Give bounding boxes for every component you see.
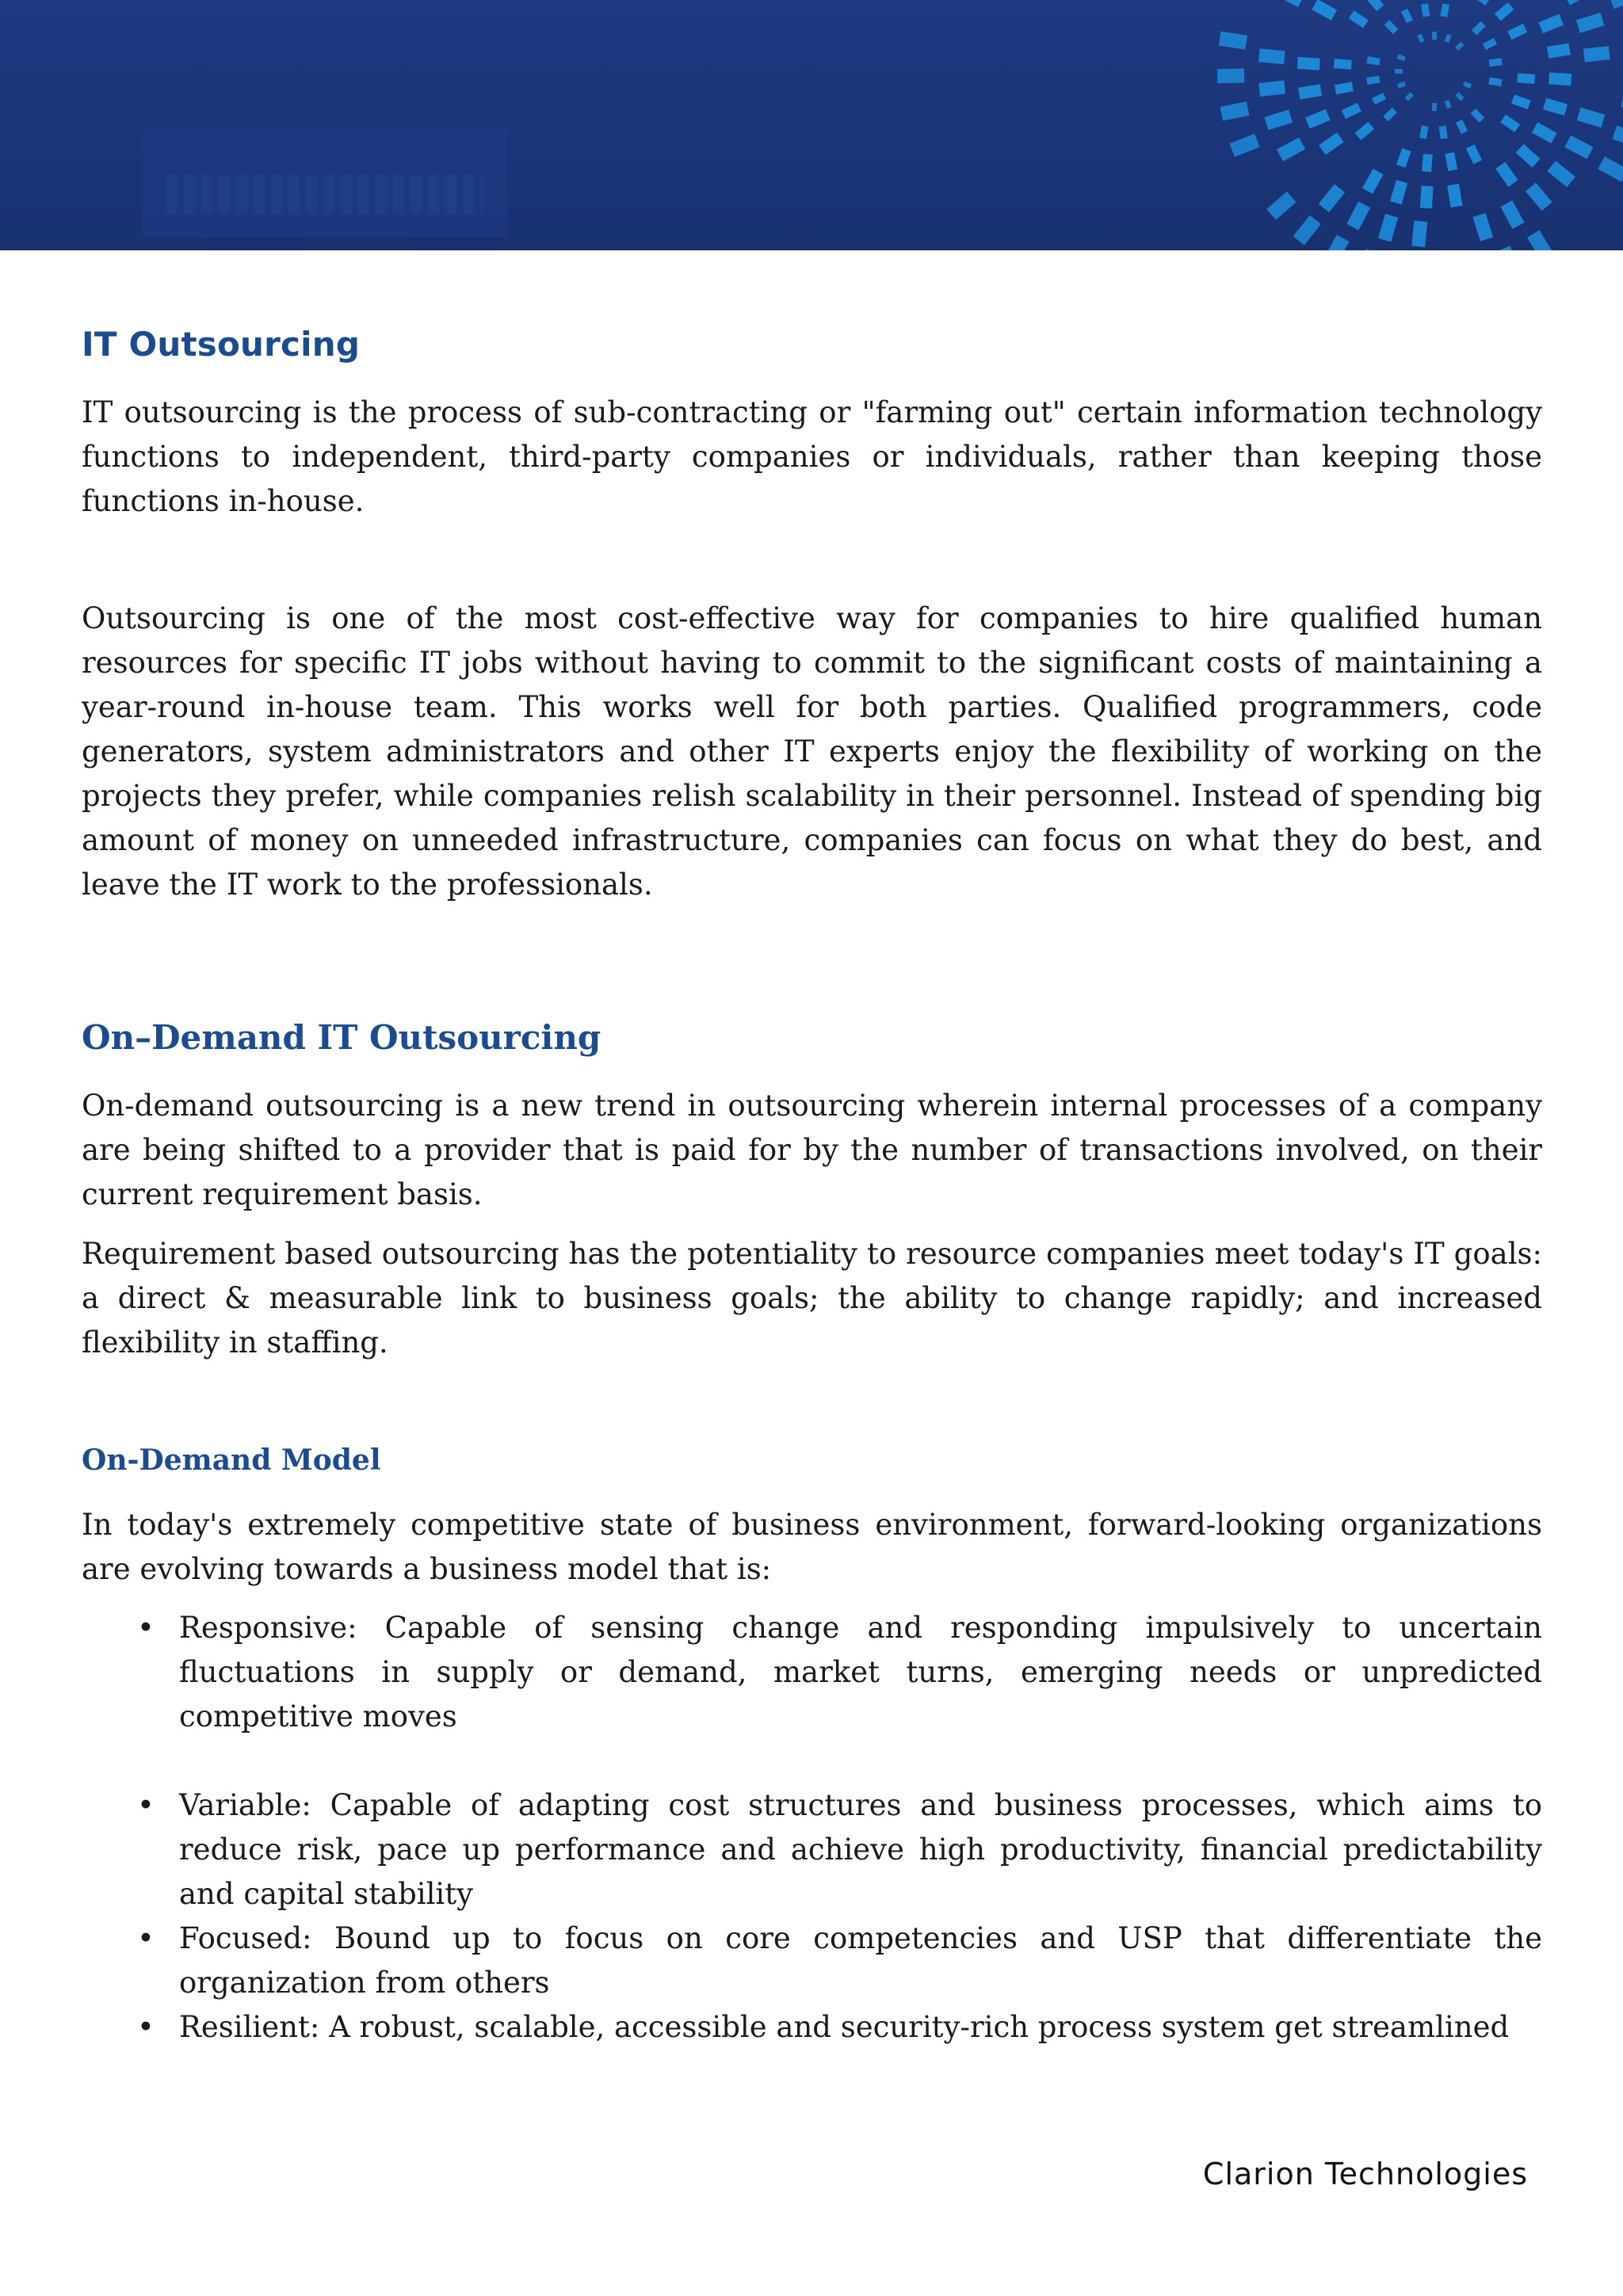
bullet-dot-icon: •	[137, 1788, 155, 1822]
subsection-title-on-demand-model: On-Demand Model	[82, 1444, 381, 1477]
burst-dash	[1419, 221, 1421, 246]
bullet-dot-icon: •	[137, 1611, 155, 1645]
burst-dash	[1507, 204, 1518, 226]
burst-dash	[1308, 115, 1328, 124]
paragraph-it-outsourcing-1: IT outsourcing is the process of sub-contracting or "farming out" certain information technology functions to independent, third-party companies or individuals, rather than keeping those functions in-house.	[82, 395, 1542, 518]
burst-dash	[1541, 20, 1561, 29]
burst-dash	[1315, 5, 1335, 16]
burst-dash	[1334, 63, 1351, 65]
burst-dash	[1419, 35, 1423, 42]
section-title-it-outsourcing: IT Outsourcing	[82, 325, 361, 364]
burst-dash	[1385, 110, 1395, 119]
burst-dash	[1449, 153, 1453, 170]
burst-dash	[1535, 128, 1555, 139]
burst-dash	[1442, 126, 1444, 139]
burst-dash	[1473, 111, 1482, 120]
list-item-text: Variable: Capable of adapting cost structures and business processes, which aims to reduce risk, pace up performance and achieve high productivity, financial predictability and capital stability	[179, 1788, 1542, 1911]
bullet-dot-icon: •	[137, 2010, 155, 2044]
burst-dash	[1457, 44, 1462, 49]
paragraph-on-demand-1: On-demand outsourcing is a new trend in outsourcing wherein internal processes of a company are being shifted to a provider that is paid for by the number of transactions involved, on their current requirement basis.	[82, 1089, 1542, 1211]
burst-dash	[1446, 35, 1449, 42]
burst-dash	[1396, 181, 1402, 203]
burst-dash	[1548, 49, 1570, 53]
burst-dash	[1426, 154, 1428, 172]
list-item	[82, 1783, 1542, 1917]
burst-dash	[1545, 104, 1566, 110]
burst-dash	[1489, 62, 1502, 63]
bullet-dot-icon: •	[137, 1921, 155, 1955]
burst-dash	[1335, 86, 1353, 90]
burst-dash	[1351, 14, 1365, 25]
burst-dash	[1423, 126, 1426, 139]
burst-dash	[1474, 24, 1484, 32]
list-item	[82, 2005, 1542, 2050]
burst-dash	[1513, 99, 1529, 105]
burst-dash	[1453, 185, 1457, 207]
burst-dash	[1484, 41, 1495, 47]
burst-dash	[1533, 234, 1548, 250]
burst-dash	[1369, 0, 1381, 8]
burst-dash	[1398, 56, 1405, 59]
burst-dash	[1549, 78, 1571, 80]
burst-dash	[1217, 75, 1244, 76]
burst-dash	[1614, 132, 1623, 141]
burst-dash	[1520, 148, 1537, 163]
burst-dash	[1330, 238, 1342, 251]
burst-dash	[1353, 204, 1365, 227]
burst-dash	[1266, 116, 1291, 124]
burst-dash	[1259, 55, 1285, 58]
header-banner	[0, 0, 1623, 250]
section-title-on-demand: On–Demand IT Outsourcing	[82, 1018, 601, 1057]
burst-dash	[1426, 186, 1427, 208]
burst-dash	[1299, 219, 1316, 241]
burst-dash	[1464, 83, 1471, 86]
burst-dash	[1459, 121, 1465, 132]
burst-dash	[1271, 196, 1292, 214]
burst-dash	[1510, 28, 1526, 36]
burst-dash	[1401, 150, 1407, 166]
burst-dash	[1425, 4, 1426, 17]
bullet-list-model-traits	[82, 1606, 1542, 2050]
burst-dash	[1444, 4, 1446, 17]
burst-dash	[1602, 162, 1623, 175]
burst-dash	[1358, 125, 1372, 136]
burst-dash	[1398, 83, 1405, 86]
footer-company-name: Clarion Technologies	[1202, 2157, 1528, 2191]
list-item	[82, 1606, 1542, 1739]
burst-dash	[1297, 63, 1319, 64]
burst-dash	[1407, 93, 1412, 99]
burst-dash	[1387, 22, 1396, 32]
burst-dash	[1368, 172, 1379, 192]
burst-dash	[1343, 107, 1359, 115]
burst-dash	[1480, 215, 1487, 239]
burst-dash	[1500, 166, 1513, 184]
burst-dash	[1503, 118, 1518, 128]
burst-dash	[1481, 0, 1491, 2]
burst-dash	[1367, 60, 1380, 63]
list-item-text: Focused: Bound up to focus on core competencies and USP that differentiate the organization from others	[179, 1921, 1542, 2000]
banner-logo-texture	[166, 174, 483, 214]
radial-burst-graphic	[1189, 0, 1623, 250]
burst-dash	[1323, 189, 1339, 208]
burst-dash	[1552, 166, 1571, 182]
burst-dash	[1612, 0, 1623, 2]
list-item	[82, 1917, 1542, 2005]
burst-dash	[1470, 147, 1478, 162]
burst-dash	[1322, 137, 1340, 150]
burst-dash	[1489, 81, 1502, 83]
burst-dash	[1299, 90, 1321, 94]
burst-dash	[1457, 93, 1462, 99]
burst-dash	[1446, 101, 1449, 108]
list-item-text: Responsive: Capable of sensing change and responding impulsively to uncertain fluctuations in supply or demand, market turns, emerging needs or unpredicted competitive moves	[179, 1611, 1542, 1733]
burst-dash	[1578, 19, 1602, 27]
burst-dash	[1404, 10, 1410, 21]
burst-dash	[1518, 78, 1535, 79]
paragraph-it-outsourcing-2: Outsourcing is one of the most cost-effective way for companies to hire qualified human resources for specific IT jobs without having to commit to the significant costs of maintaining a year-round in-house team. This works well for both parties. Qualified programmers, code generators, system administrators and other IT experts enjoy the flexibility of working on the projects they prefer, while companies relish scalability in their personnel. Instead of spending big amount of money on unneeded infrastructure, companies can focus on what they do best, and leave the IT work to the professionals.	[82, 601, 1542, 902]
burst-dash	[1279, 0, 1301, 2]
burst-dash	[1220, 39, 1247, 43]
burst-dash	[1259, 87, 1285, 90]
burst-dash	[1221, 109, 1247, 114]
burst-dash	[1367, 79, 1380, 81]
paragraph-on-demand-2: Requirement based outsourcing has the potentiality to resource companies meet today's IT goals: a direct & measurable link to business goals; the ability to change rapidly; and increased flexibility in staffing.	[82, 1237, 1542, 1360]
burst-dash	[1498, 6, 1511, 17]
burst-dash	[1280, 143, 1302, 155]
burst-dash	[1373, 96, 1384, 101]
burst-dash	[1584, 53, 1610, 55]
burst-dash	[1531, 187, 1548, 207]
paragraph-on-demand-model-intro: In today's extremely competitive state of business environment, forward-looking organizations are evolving towards a business model that is:	[82, 1508, 1542, 1586]
burst-dash	[1384, 215, 1392, 240]
burst-dash	[1568, 141, 1590, 153]
burst-dash	[1579, 114, 1603, 121]
burst-dash	[1232, 140, 1258, 150]
list-item-text: Resilient: A robust, scalable, accessible and security-rich process system get streamlined	[179, 2010, 1510, 2044]
burst-dash	[1503, 249, 1513, 250]
